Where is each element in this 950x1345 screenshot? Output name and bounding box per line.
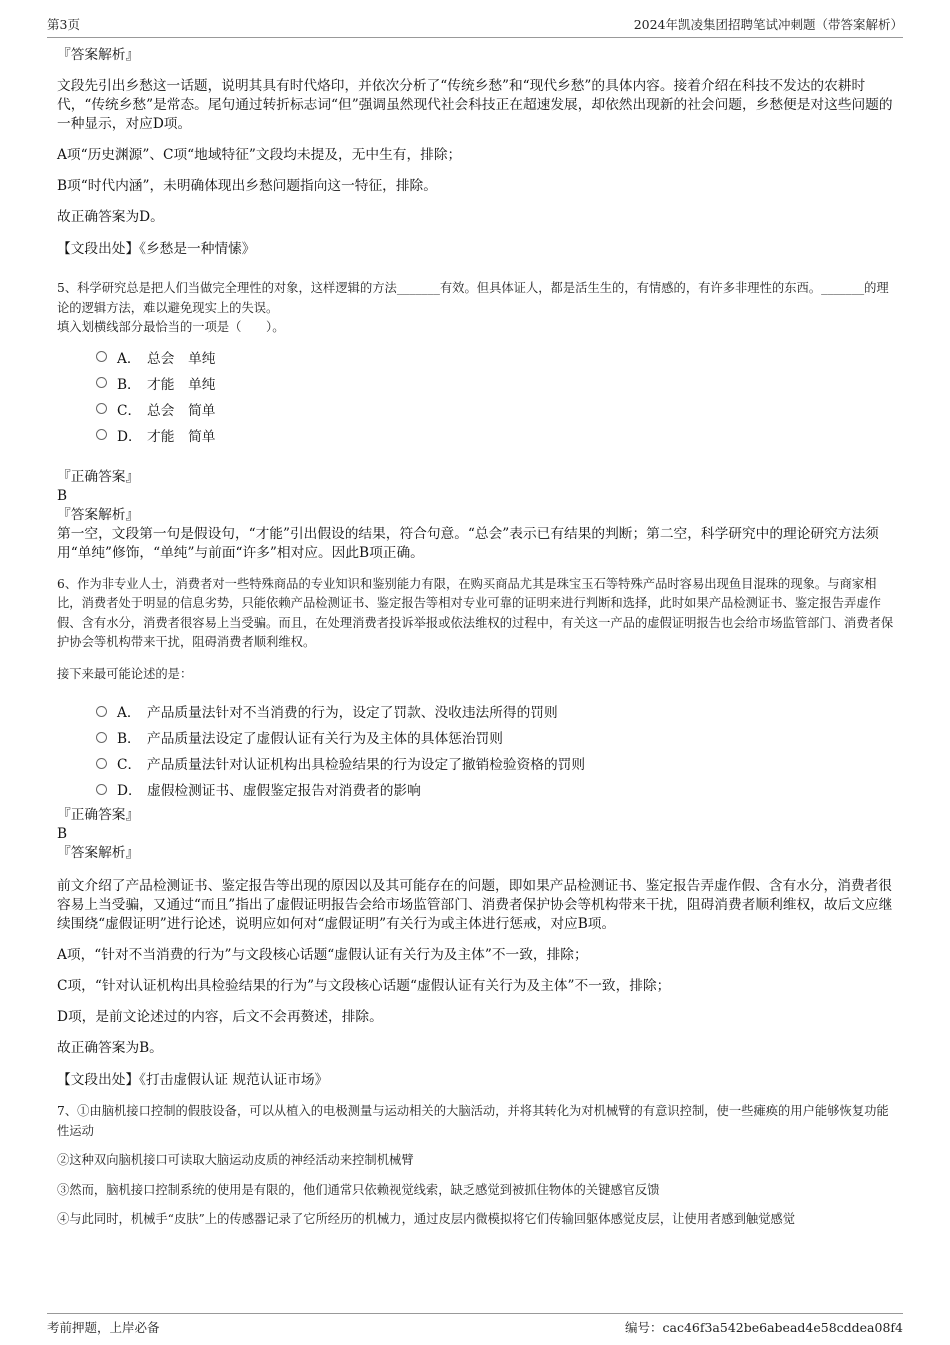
q7-sentence: ②这种双向脑机接口可读取大脑运动皮质的神经活动来控制机械臂 bbox=[57, 1153, 414, 1167]
page-content bbox=[57, 46, 897, 1230]
q5-options bbox=[57, 344, 897, 448]
radio-icon[interactable] bbox=[96, 732, 107, 743]
q7-sentence: ④与此同时，机械手“皮肤”上的传感器记录了它所经历的机械力，通过皮层内微模拟将它们传输回躯体感觉皮层，让使用者感到触觉感觉 bbox=[57, 1212, 796, 1226]
q6-analysis-para: A项，“针对不当消费的行为”与文段核心话题“虚假认证有关行为及主体”不一致，排除； bbox=[57, 947, 588, 963]
q6-analysis-para: 前文介绍了产品检测证书、鉴定报告等出现的原因以及其可能存在的问题，即如果产品检测证书、鉴定报告弄虚作假、含有水分，消费者很容易上当受骗，又通过“而且”指出了虚假证明报告会给市场监管部门、消费者保护协会等机构带来干扰，阻碍消费者顺利维权，故后文应继续围绕“虚假证明”进行论述，说明应如何对“虚假证明”有关行为或主体进行惩戒，对应B项。 bbox=[57, 878, 893, 932]
q6-option-b[interactable]: B． 产品质量法设定了虚假认证有关行为及主体的具体惩治罚则 bbox=[57, 724, 897, 750]
q5-option-d[interactable]: D． 才能 简单 bbox=[57, 422, 897, 448]
page-header bbox=[47, 15, 903, 38]
page-number: 第3页 bbox=[47, 17, 80, 32]
q4-analysis-para: 文段先引出乡愁这一话题，说明其具有时代烙印，并依次分析了“传统乡愁”和“现代乡愁”的具体内容。接着介绍在科技不发达的农耕时代，“传统乡愁”是常态。尾句通过转折标志词“但”强调虽然现代社会科技正在超速发展，却依然出现新的社会问题，乡愁便是对这些问题的一种显示，对应D项。 bbox=[57, 78, 893, 132]
q7-sentence: 7、①由脑机接口控制的假肢设备，可以从植入的电极测量与运动相关的大脑活动，并将其转化为对机械臂的有意识控制，使一些瘫痪的用户能够恢复功能性运动 bbox=[57, 1104, 889, 1138]
q6-option-d[interactable]: D． 虚假检测证书、虚假鉴定报告对消费者的影响 bbox=[57, 776, 897, 802]
q4-analysis-para: B项“时代内涵”，未明确体现出乡愁问题指向这一特征，排除。 bbox=[57, 178, 437, 194]
radio-icon[interactable] bbox=[96, 706, 107, 717]
q6-option-c[interactable]: C． 产品质量法针对认证机构出具检验结果的行为设定了撤销检验资格的罚则 bbox=[57, 750, 897, 776]
q6-analysis-title: 『答案解析』 bbox=[57, 845, 140, 861]
q6-analysis-para: 故正确答案为B。 bbox=[57, 1040, 163, 1056]
q6-answer: B bbox=[57, 826, 68, 842]
radio-icon[interactable] bbox=[96, 377, 107, 388]
q5-option-b[interactable]: B． 才能 单纯 bbox=[57, 370, 897, 396]
q6-source: 【文段出处】《打击虚假认证 规范认证市场》 bbox=[57, 1072, 329, 1088]
q6-prompt: 接下来最可能论述的是： bbox=[57, 666, 193, 681]
q5-analysis: 第一空，文段第一句是假设句，“才能”引出假设的结果，符合句意。“总会”表示已有结果的判断；第二空，科学研究中的理论研究方法须用“单纯”修饰，“单纯”与前面“许多”相对应。因此B项正确。 bbox=[57, 525, 879, 561]
q6-stem: 6、作为非专业人士，消费者对一些特殊商品的专业知识和鉴别能力有限，在购买商品尤其是珠宝玉石等特殊产品时容易出现鱼目混珠的现象。与商家相比，消费者处于明显的信息劣势，只能依赖产品检测证书、鉴定报告等相对专业可靠的证明来进行判断和选择，此时如果产品检测证书、鉴定报告弄虚作假、含有水分，消费者很容易上当受骗。而且，在处理消费者投诉举报或依法维权的过程中，有关这一产品的虚假证明报告也会给市场监管部门、消费者保护协会等机构带来干扰，阻碍消费者顺利维权。 bbox=[57, 576, 894, 649]
q5-option-c[interactable]: C． 总会 简单 bbox=[57, 396, 897, 422]
radio-icon[interactable] bbox=[96, 758, 107, 769]
radio-icon[interactable] bbox=[96, 403, 107, 414]
document-title: 2024年凯凌集团招聘笔试冲刺题（带答案解析） bbox=[633, 17, 903, 32]
q4-analysis-title: 『答案解析』 bbox=[57, 47, 140, 63]
q6-analysis-para: C项，“针对认证机构出具检验结果的行为”与文段核心话题“虚假认证有关行为及主体”不一致，排除； bbox=[57, 978, 671, 994]
q6-option-a[interactable]: A． 产品质量法针对不当消费的行为，设定了罚款、没收违法所得的罚则 bbox=[57, 698, 897, 724]
q6-options bbox=[57, 698, 897, 802]
q4-analysis-para: 故正确答案为D。 bbox=[57, 209, 164, 225]
q5-stem: 5、科学研究总是把人们当做完全理性的对象，这样逻辑的方法_______有效。但具体证人，都是活生生的，有情感的，有许多非理性的东西。_______的理论的逻辑方法，难以避免现实上的失误。 bbox=[57, 281, 889, 315]
radio-icon[interactable] bbox=[96, 429, 107, 440]
q5-answer-title: 『正确答案』 bbox=[57, 468, 140, 485]
q6-answer-title: 『正确答案』 bbox=[57, 807, 140, 823]
q5-prompt: 填入划横线部分最恰当的一项是（ ）。 bbox=[57, 320, 285, 334]
q5-option-a[interactable]: A． 总会 单纯 bbox=[57, 344, 897, 370]
footer-slogan: 考前押题，上岸必备 bbox=[47, 1320, 160, 1335]
q5-analysis-title: 『答案解析』 bbox=[57, 506, 140, 523]
q6-analysis-para: D项，是前文论述过的内容，后文不会再赘述，排除。 bbox=[57, 1009, 383, 1025]
radio-icon[interactable] bbox=[96, 784, 107, 795]
radio-icon[interactable] bbox=[96, 351, 107, 362]
page-footer bbox=[47, 1313, 903, 1336]
q4-analysis-para: A项“历史渊源”、C项“地域特征”文段均未提及，无中生有，排除； bbox=[57, 147, 462, 163]
document-id: 编号：cac46f3a542be6abead4e58cddea08f4 bbox=[624, 1320, 903, 1335]
q7-sentence: ③然而，脑机接口控制系统的使用是有限的，他们通常只依赖视觉线索，缺乏感觉到被抓住物体的关键感官反馈 bbox=[57, 1182, 660, 1197]
q4-source: 【文段出处】《乡愁是一种情愫》 bbox=[57, 241, 256, 257]
q5-answer: B bbox=[57, 487, 68, 504]
